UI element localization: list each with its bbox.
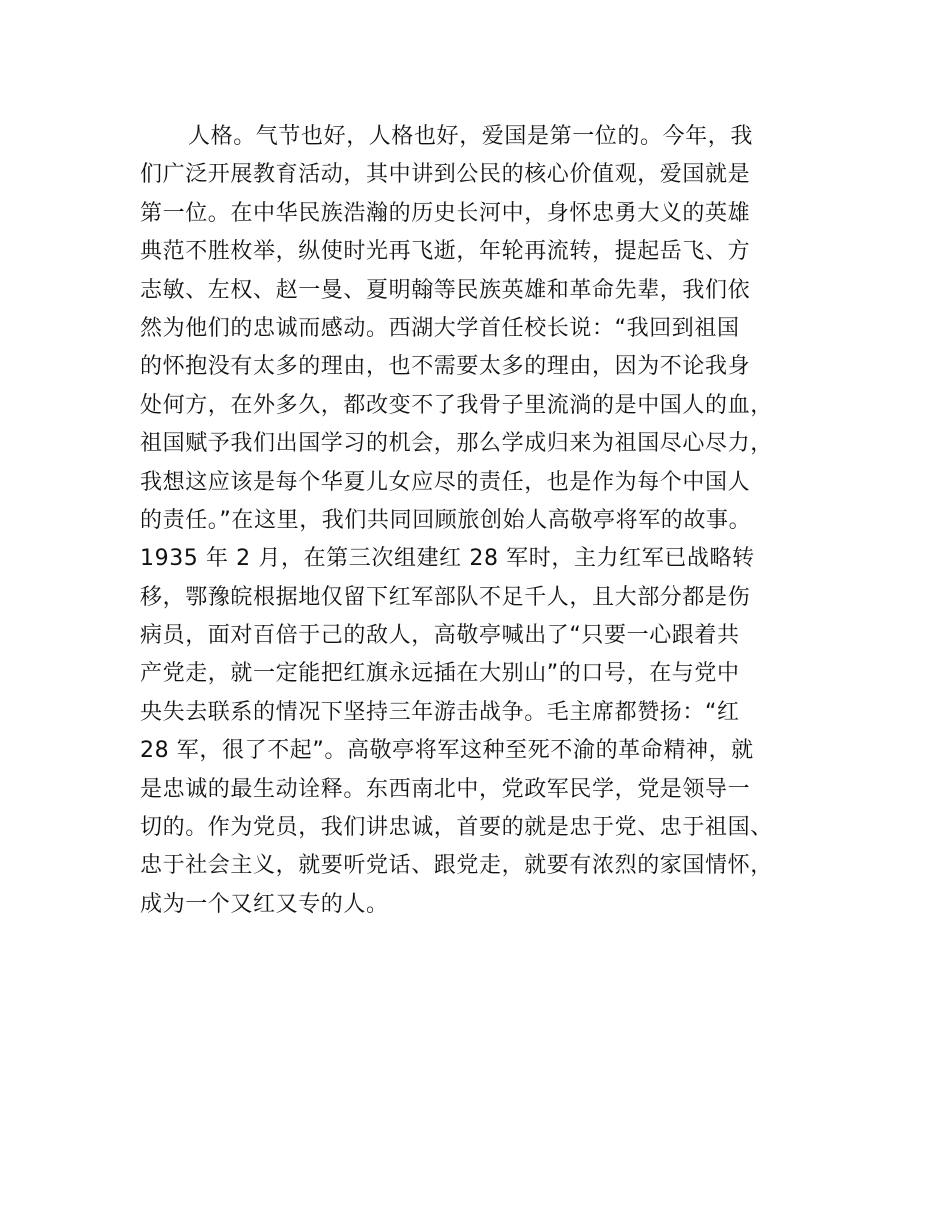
text-line: 人格。气节也好，人格也好，爱国是第一位的。今年，我 — [188, 124, 754, 149]
text-line: 然为他们的忠诚而感动。西湖大学首任校长说：“我回到祖国 — [140, 315, 740, 341]
body-paragraph — [140, 118, 840, 924]
text-line: 成为一个又红又专的人。 — [140, 891, 389, 917]
text-line: 切的。作为党员，我们讲忠诚，首要的就是忠于党、忠于祖国、 — [140, 815, 773, 841]
text-line: 央失去联系的情况下坚持三年游击战争。毛主席都赞扬：“红 — [140, 699, 740, 725]
text-line: 是忠诚的最生动诠释。东西南北中，党政军民学，党是领导一 — [140, 776, 751, 802]
text-line: 的责任。”在这里，我们共同回顾旅创始人高敬亭将军的故事。 — [140, 507, 752, 533]
text-line: 第一位。在中华民族浩瀚的历史长河中，身怀忠勇大义的英雄 — [140, 200, 751, 226]
text-line: 我想这应该是每个华夏儿女应尽的责任，也是作为每个中国人 — [140, 469, 751, 495]
text-line: 1935 年 2 月，在第三次组建红 28 军时，主力红军已战略转 — [140, 546, 755, 572]
text-line: 典范不胜枚举，纵使时光再飞逝，年轮再流转，提起岳飞、方 — [140, 239, 751, 265]
text-line: 病员，面对百倍于己的敌人，高敬亭喊出了“只要一心跟着共 — [140, 623, 740, 649]
text-line: 的怀抱没有太多的理由，也不需要太多的理由，因为不论我身 — [140, 354, 751, 380]
text-line: 志敏、左权、赵一曼、夏明翰等民族英雄和革命先辈，我们依 — [140, 277, 751, 303]
text-line: 忠于社会主义，就要听党话、跟党走，就要有浓烈的家国情怀， — [140, 853, 773, 879]
text-line: 处何方，在外多久，都改变不了我骨子里流淌的是中国人的血， — [140, 392, 773, 418]
text-line: 产党走，就一定能把红旗永远插在大别山”的口号，在与党中 — [140, 661, 740, 687]
text-line: 们广泛开展教育活动，其中讲到公民的核心价值观，爱国就是 — [140, 162, 751, 188]
text-line: 28 军，很了不起”。高敬亭将军这种至死不渝的革命精神，就 — [140, 738, 754, 764]
text-line: 祖国赋予我们出国学习的机会，那么学成归来为祖国尽心尽力， — [140, 431, 773, 457]
text-line: 移，鄂豫皖根据地仅留下红军部队不足千人，且大部分都是伤 — [140, 584, 751, 610]
